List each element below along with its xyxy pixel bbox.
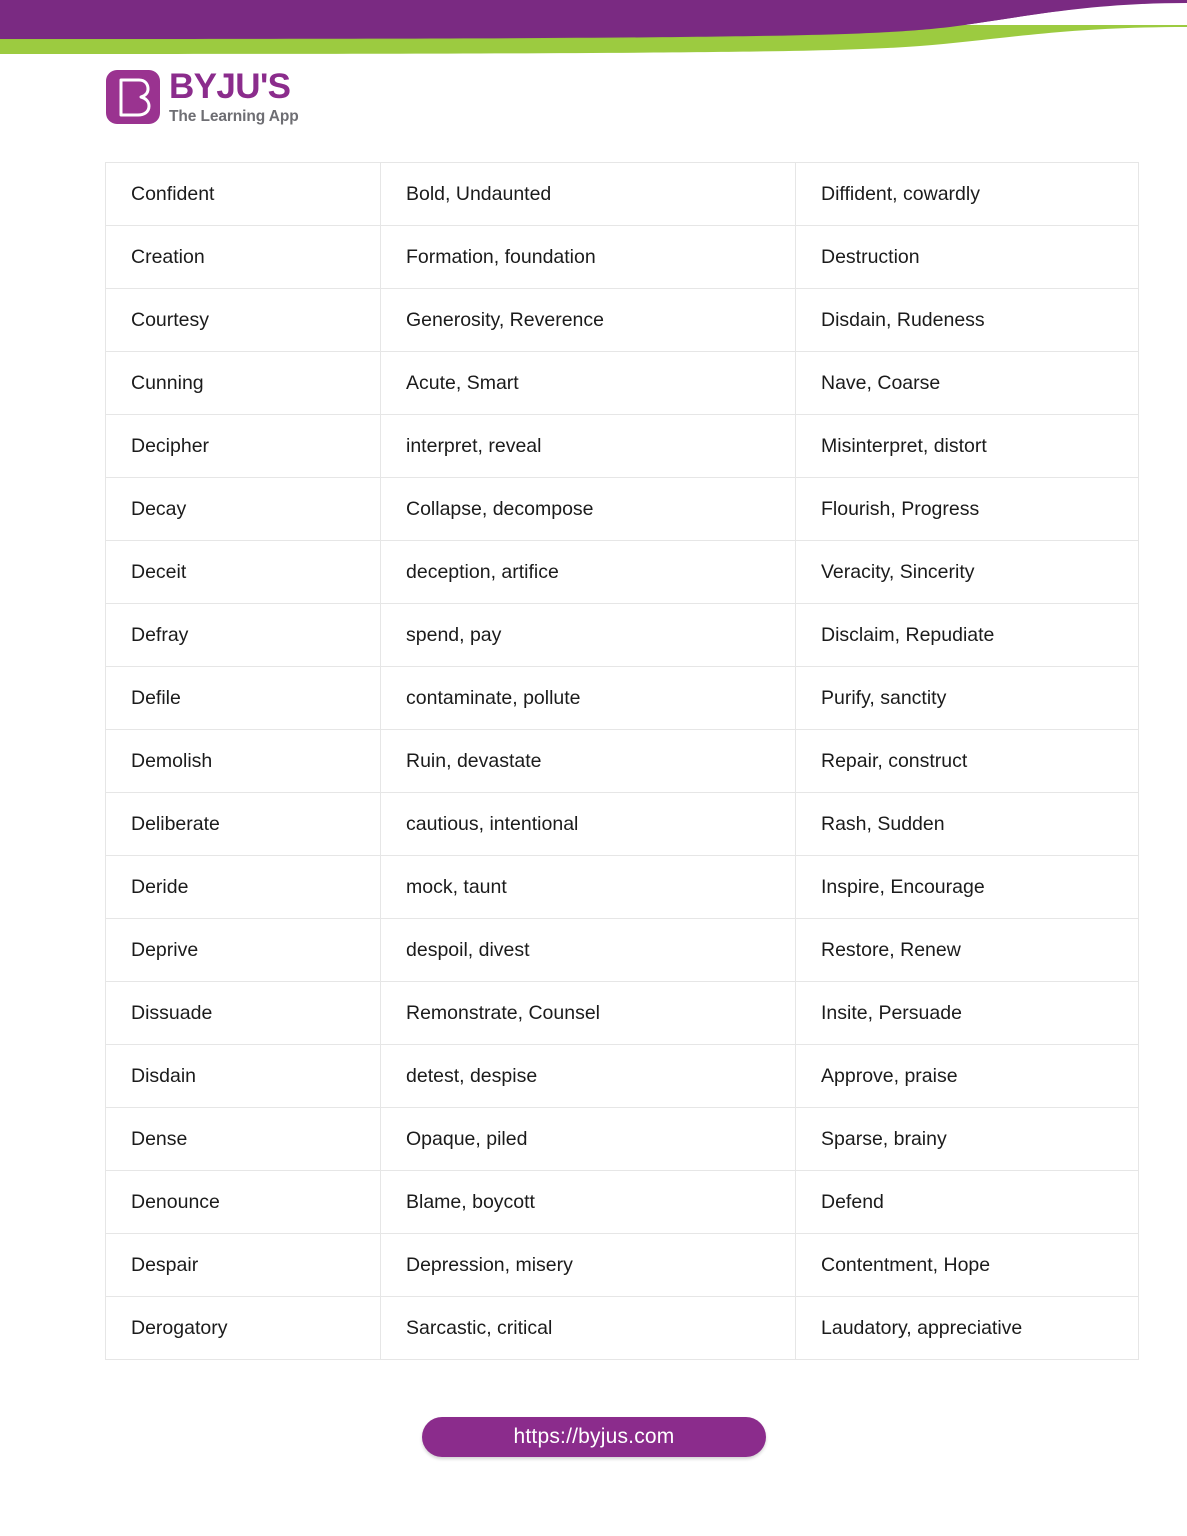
cell-word: Deliberate — [106, 793, 381, 856]
cell-antonyms: Rash, Sudden — [796, 793, 1139, 856]
cell-antonyms: Nave, Coarse — [796, 352, 1139, 415]
cell-synonyms: Depression, misery — [381, 1234, 796, 1297]
cell-antonyms: Disclaim, Repudiate — [796, 604, 1139, 667]
cell-antonyms: Destruction — [796, 226, 1139, 289]
cell-word: Cunning — [106, 352, 381, 415]
table-row — [106, 289, 1139, 352]
header-decoration — [0, 0, 1187, 60]
cell-antonyms: Approve, praise — [796, 1045, 1139, 1108]
cell-antonyms: Defend — [796, 1171, 1139, 1234]
cell-word: Disdain — [106, 1045, 381, 1108]
cell-synonyms: contaminate, pollute — [381, 667, 796, 730]
table-row — [106, 415, 1139, 478]
cell-word: Dense — [106, 1108, 381, 1171]
cell-word: Deprive — [106, 919, 381, 982]
table-row — [106, 1171, 1139, 1234]
cell-antonyms: Insite, Persuade — [796, 982, 1139, 1045]
cell-synonyms: Sarcastic, critical — [381, 1297, 796, 1360]
logo-tagline: The Learning App — [169, 108, 299, 125]
cell-word: Defray — [106, 604, 381, 667]
cell-antonyms: Sparse, brainy — [796, 1108, 1139, 1171]
cell-word: Decipher — [106, 415, 381, 478]
byjus-logo-mark-icon — [106, 70, 160, 124]
cell-synonyms: interpret, reveal — [381, 415, 796, 478]
cell-word: Derogatory — [106, 1297, 381, 1360]
cell-antonyms: Purify, sanctity — [796, 667, 1139, 730]
cell-synonyms: Bold, Undaunted — [381, 163, 796, 226]
cell-synonyms: Opaque, piled — [381, 1108, 796, 1171]
cell-word: Decay — [106, 478, 381, 541]
cell-synonyms: Formation, foundation — [381, 226, 796, 289]
vocabulary-table — [105, 162, 1139, 1360]
table-row — [106, 541, 1139, 604]
footer-url-button[interactable] — [422, 1417, 766, 1457]
cell-synonyms: cautious, intentional — [381, 793, 796, 856]
table-row — [106, 982, 1139, 1045]
cell-synonyms: Remonstrate, Counsel — [381, 982, 796, 1045]
table-row — [106, 856, 1139, 919]
cell-word: Demolish — [106, 730, 381, 793]
cell-word: Dissuade — [106, 982, 381, 1045]
byjus-logo — [106, 68, 299, 126]
cell-word: Despair — [106, 1234, 381, 1297]
cell-antonyms: Restore, Renew — [796, 919, 1139, 982]
cell-antonyms: Misinterpret, distort — [796, 415, 1139, 478]
cell-antonyms: Contentment, Hope — [796, 1234, 1139, 1297]
table-row — [106, 352, 1139, 415]
cell-synonyms: Blame, boycott — [381, 1171, 796, 1234]
cell-synonyms: mock, taunt — [381, 856, 796, 919]
cell-antonyms: Diffident, cowardly — [796, 163, 1139, 226]
table-row — [106, 226, 1139, 289]
cell-antonyms: Veracity, Sincerity — [796, 541, 1139, 604]
table-row — [106, 1108, 1139, 1171]
cell-synonyms: deception, artifice — [381, 541, 796, 604]
cell-antonyms: Flourish, Progress — [796, 478, 1139, 541]
cell-synonyms: despoil, divest — [381, 919, 796, 982]
cell-antonyms: Repair, construct — [796, 730, 1139, 793]
logo-text-group — [169, 68, 299, 126]
table-row — [106, 919, 1139, 982]
table-row — [106, 604, 1139, 667]
footer-url-label: https://byjus.com — [513, 1425, 675, 1448]
cell-synonyms: spend, pay — [381, 604, 796, 667]
table-row — [106, 1045, 1139, 1108]
cell-synonyms: Acute, Smart — [381, 352, 796, 415]
table-body — [106, 163, 1139, 1360]
cell-antonyms: Disdain, Rudeness — [796, 289, 1139, 352]
cell-synonyms: Ruin, devastate — [381, 730, 796, 793]
table-row — [106, 793, 1139, 856]
cell-word: Deride — [106, 856, 381, 919]
table-row — [106, 1297, 1139, 1360]
cell-antonyms: Laudatory, appreciative — [796, 1297, 1139, 1360]
cell-synonyms: Collapse, decompose — [381, 478, 796, 541]
cell-word: Creation — [106, 226, 381, 289]
logo-wordmark: BYJU'S — [169, 67, 291, 106]
table-row — [106, 667, 1139, 730]
table-row — [106, 730, 1139, 793]
cell-word: Denounce — [106, 1171, 381, 1234]
cell-antonyms: Inspire, Encourage — [796, 856, 1139, 919]
cell-word: Confident — [106, 163, 381, 226]
table-row — [106, 163, 1139, 226]
table-row — [106, 478, 1139, 541]
cell-word: Deceit — [106, 541, 381, 604]
cell-synonyms: Generosity, Reverence — [381, 289, 796, 352]
cell-synonyms: detest, despise — [381, 1045, 796, 1108]
table-row — [106, 1234, 1139, 1297]
cell-word: Defile — [106, 667, 381, 730]
cell-word: Courtesy — [106, 289, 381, 352]
